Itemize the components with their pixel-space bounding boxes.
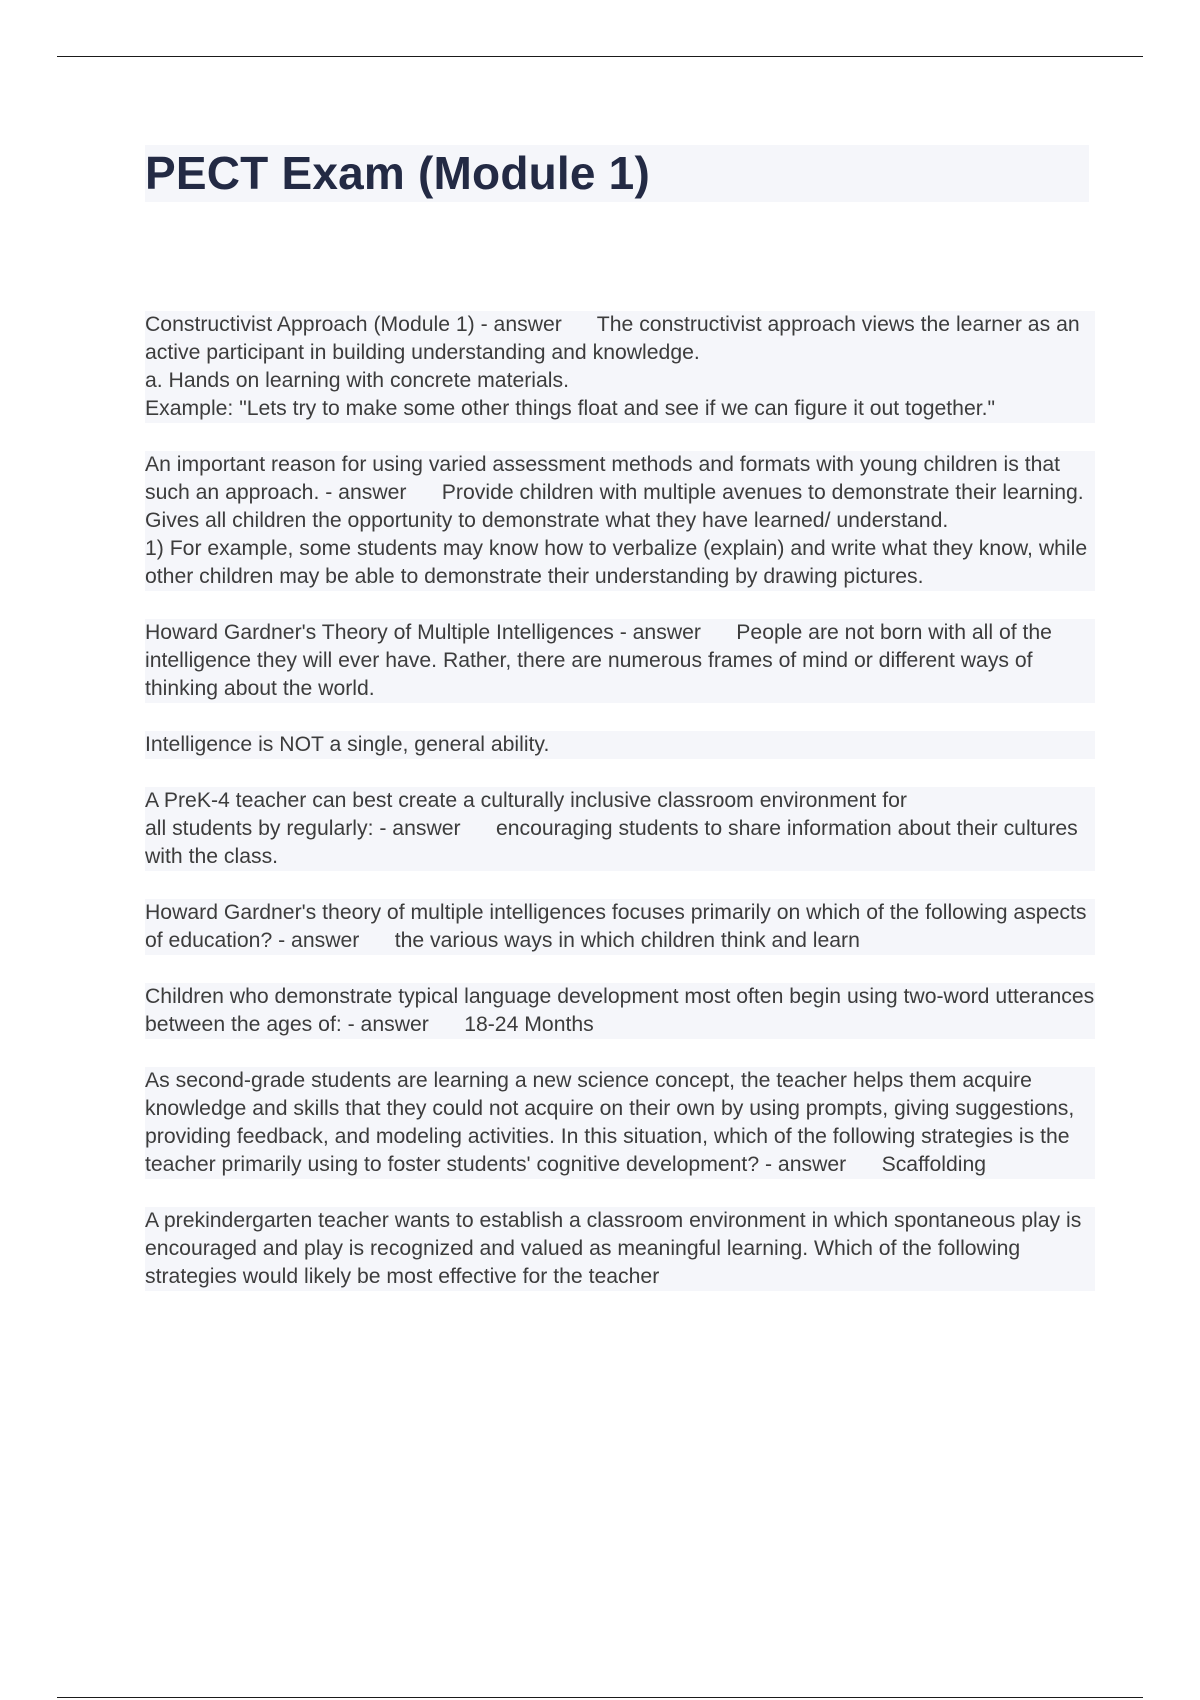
question-text: Howard Gardner's theory of multiple intelligences focuses primarily on which of the following aspects of education? - answer xyxy=(145,901,1087,952)
question-text: Constructivist Approach (Module 1) - answer xyxy=(145,313,562,336)
qa-entry xyxy=(145,787,1095,871)
qa-entry xyxy=(145,1207,1095,1291)
question-text: As second-grade students are learning a new science concept, the teacher helps them acquire knowledge and skills that they could not acquire on their own by using prompts, giving suggestions, providing feedback, and modeling activities. In this situation, which of the following strategies is the teacher primarily using to foster students' cognitive development? - answer xyxy=(145,1069,1075,1176)
qa-entry xyxy=(145,899,1095,955)
note-text: Intelligence is NOT a single, general ability. xyxy=(145,733,550,756)
qa-entry xyxy=(145,731,1095,759)
qa-list xyxy=(145,311,1095,1319)
qa-entry xyxy=(145,451,1095,591)
answer-text: the various ways in which children think and learn xyxy=(394,929,860,952)
qa-entry xyxy=(145,619,1095,703)
qa-entry xyxy=(145,983,1095,1039)
answer-text: The constructivist approach views the learner as an active participant in building understanding and knowledge. a. Hands on learning with concrete materials. Example: "Lets try to make some other things float and see if we can figure it out together." xyxy=(145,313,1080,420)
answer-text: encouraging students to share information about their cultures with the class. xyxy=(145,817,1078,868)
question-text: Howard Gardner's Theory of Multiple Intelligences - answer xyxy=(145,621,701,644)
answer-text: 18-24 Months xyxy=(464,1013,594,1036)
question-text: An important reason for using varied assessment methods and formats with young children is that such an approach. - answer xyxy=(145,453,1061,504)
qa-entry xyxy=(145,311,1095,423)
answer-text: Provide children with multiple avenues to demonstrate their learning. Gives all children the opportunity to demonstrate what they have learned/ understand. 1) For example, some students may know how to verbalize (explain) and write what they know, while other children may be able to demonstrate their understanding by drawing pictures. xyxy=(145,481,1088,588)
answer-text: People are not born with all of the intelligence they will ever have. Rather, there are numerous frames of mind or different ways of thinking about the world. xyxy=(145,621,1052,700)
bottom-rule xyxy=(57,1697,1143,1698)
answer-text: Scaffolding xyxy=(881,1153,987,1176)
document-title: PECT Exam (Module 1) xyxy=(145,145,1089,202)
question-text: Children who demonstrate typical language development most often begin using two-word utterances between the ages of: - answer xyxy=(145,985,1095,1036)
question-text: A prekindergarten teacher wants to establish a classroom environment in which spontaneous play is encouraged and play is recognized and valued as meaningful learning. Which of the following strategies would likely be most effective for the teacher xyxy=(145,1209,1082,1288)
qa-entry xyxy=(145,1067,1095,1179)
question-text: A PreK-4 teacher can best create a culturally inclusive classroom environment for all students by regularly: - answer xyxy=(145,789,907,840)
top-rule xyxy=(57,56,1143,57)
